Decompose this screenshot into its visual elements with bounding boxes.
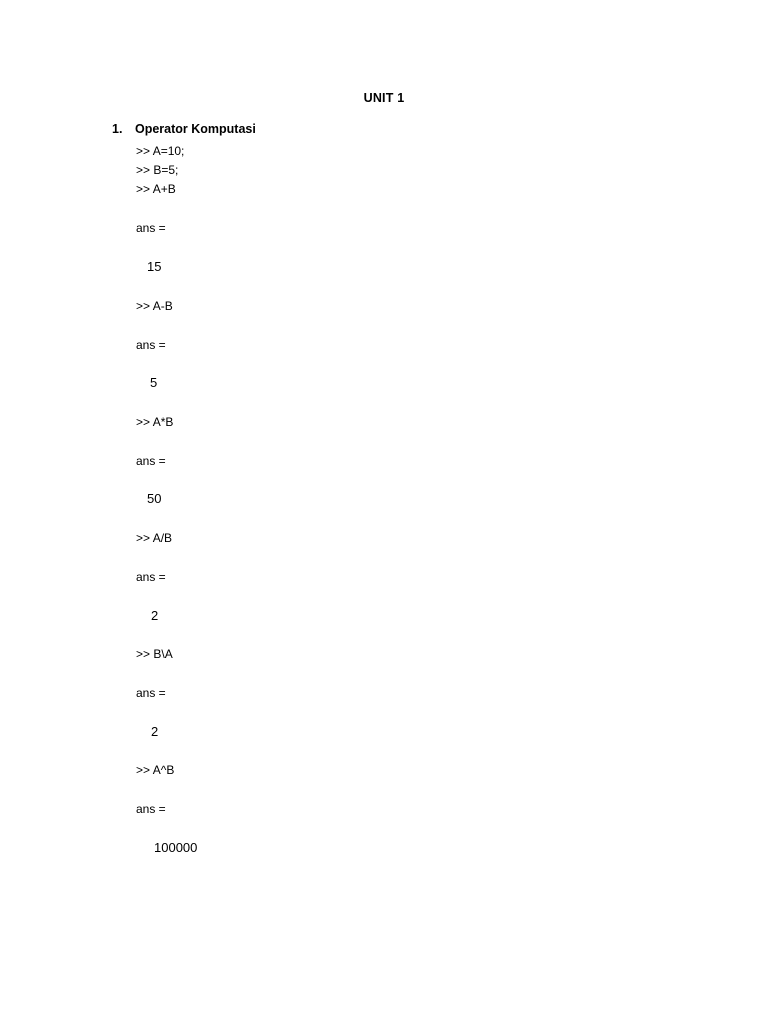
output-value: 2 xyxy=(151,724,159,739)
command-line: >> A*B xyxy=(136,415,174,429)
command-line: >> A-B xyxy=(136,299,173,313)
command-line: >> A=10; xyxy=(136,144,185,158)
command-line: >> B\A xyxy=(136,647,173,661)
section-heading xyxy=(112,122,256,136)
output-value: 5 xyxy=(150,375,158,390)
output-value: 15 xyxy=(147,259,162,274)
page-title: UNIT 1 xyxy=(363,91,405,105)
ans-label: ans = xyxy=(136,221,166,235)
section-title: Operator Komputasi xyxy=(135,122,256,136)
section-number: 1. xyxy=(112,122,123,136)
command-line: >> B=5; xyxy=(136,163,179,177)
command-line: >> A/B xyxy=(136,531,173,545)
ans-label: ans = xyxy=(136,686,166,700)
ans-label: ans = xyxy=(136,454,166,468)
ans-label: ans = xyxy=(136,802,166,816)
output-value: 2 xyxy=(151,608,159,623)
ans-label: ans = xyxy=(136,570,166,584)
output-value: 100000 xyxy=(154,840,198,855)
command-line: >> A^B xyxy=(136,763,175,777)
ans-label: ans = xyxy=(136,338,166,352)
output-value: 50 xyxy=(147,491,162,506)
command-line: >> A+B xyxy=(136,182,176,196)
